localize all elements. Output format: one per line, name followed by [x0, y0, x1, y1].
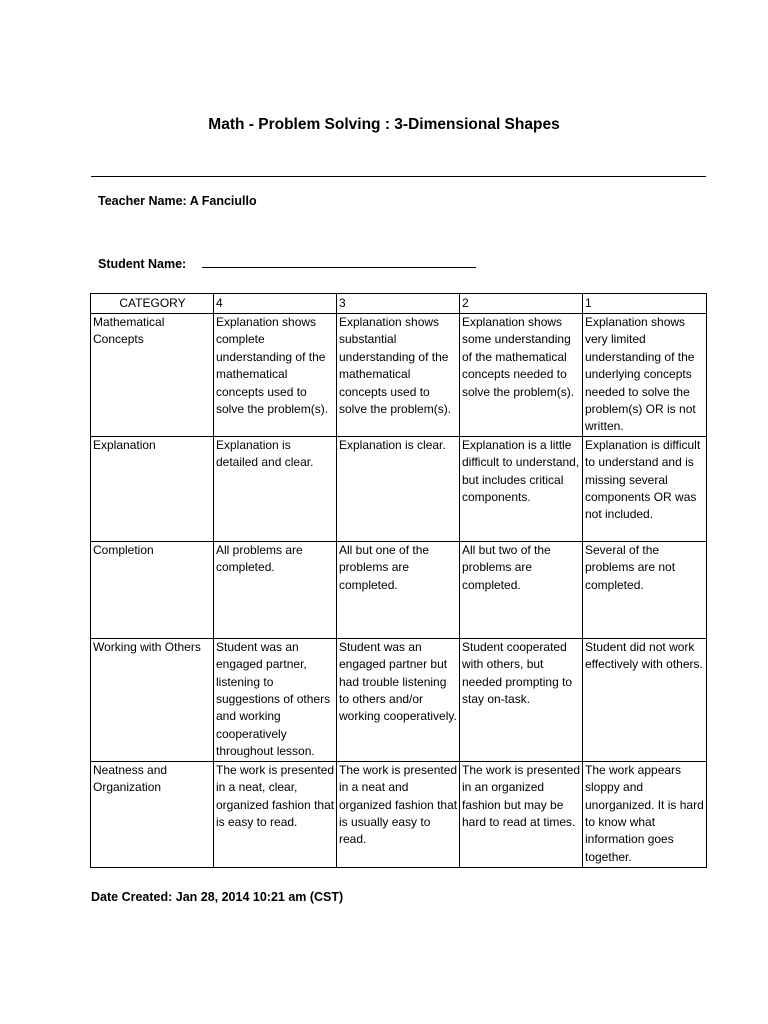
rubric-cell: The work is presented in a neat, clear, organized fashion that is easy to read.: [214, 761, 337, 867]
header-score-3: 3: [337, 294, 460, 314]
row-category: Neatness and Organization: [91, 761, 214, 867]
rubric-cell: The work is presented in an organized fashion but may be hard to read at times.: [460, 761, 583, 867]
rubric-row-explanation: [91, 436, 707, 541]
student-name-row: [98, 256, 476, 271]
rubric-cell: The work appears sloppy and unorganized. It is hard to know what information goes together.: [583, 761, 707, 867]
rubric-row-mathematical-concepts: [91, 314, 707, 437]
rubric-cell: Explanation shows some understanding of the mathematical concepts needed to solve the problem(s).: [460, 314, 583, 437]
header-score-4: 4: [214, 294, 337, 314]
rubric-header-row: [91, 294, 707, 314]
rubric-table: [90, 293, 707, 868]
header-score-1: 1: [583, 294, 707, 314]
row-category: Completion: [91, 541, 214, 638]
rubric-cell: Explanation is detailed and clear.: [214, 436, 337, 541]
rubric-row-completion: [91, 541, 707, 638]
header-score-2: 2: [460, 294, 583, 314]
rubric-cell: Several of the problems are not completed.: [583, 541, 707, 638]
rubric-cell: Explanation shows substantial understanding of the mathematical concepts used to solve the problem(s).: [337, 314, 460, 437]
row-category: Mathematical Concepts: [91, 314, 214, 437]
student-name-blank: [202, 256, 476, 268]
student-name-label: Student Name:: [98, 257, 187, 271]
rubric-cell: All but two of the problems are completed.: [460, 541, 583, 638]
rubric-cell: All problems are completed.: [214, 541, 337, 638]
rubric-cell: All but one of the problems are completed.: [337, 541, 460, 638]
rubric-cell: Explanation shows complete understanding of the mathematical concepts used to solve the problem(s).: [214, 314, 337, 437]
teacher-name: Teacher Name: A Fanciullo: [98, 194, 257, 208]
rubric-cell: Student was an engaged partner, listening to suggestions of others and working cooperatively throughout lesson.: [214, 638, 337, 761]
date-created: Date Created: Jan 28, 2014 10:21 am (CST): [91, 890, 344, 904]
rubric-cell: Student cooperated with others, but needed prompting to stay on-task.: [460, 638, 583, 761]
rubric-cell: Explanation is difficult to understand and is missing several components OR was not included.: [583, 436, 707, 541]
rubric-cell: Student was an engaged partner but had trouble listening to others and/or working cooperatively.: [337, 638, 460, 761]
row-category: Working with Others: [91, 638, 214, 761]
rubric-cell: Explanation is clear.: [337, 436, 460, 541]
rubric-row-working-with-others: [91, 638, 707, 761]
rubric-cell: The work is presented in a neat and organized fashion that is usually easy to read.: [337, 761, 460, 867]
row-category: Explanation: [91, 436, 214, 541]
header-category: CATEGORY: [91, 294, 214, 314]
rubric-row-neatness-and-organization: [91, 761, 707, 867]
title-divider: [91, 176, 706, 177]
rubric-cell: Explanation shows very limited understanding of the underlying concepts needed to solve the problem(s) OR is not written.: [583, 314, 707, 437]
document-title: Math - Problem Solving : 3-Dimensional Shapes: [208, 116, 560, 133]
rubric-cell: Explanation is a little difficult to understand, but includes critical components.: [460, 436, 583, 541]
rubric-cell: Student did not work effectively with others.: [583, 638, 707, 761]
